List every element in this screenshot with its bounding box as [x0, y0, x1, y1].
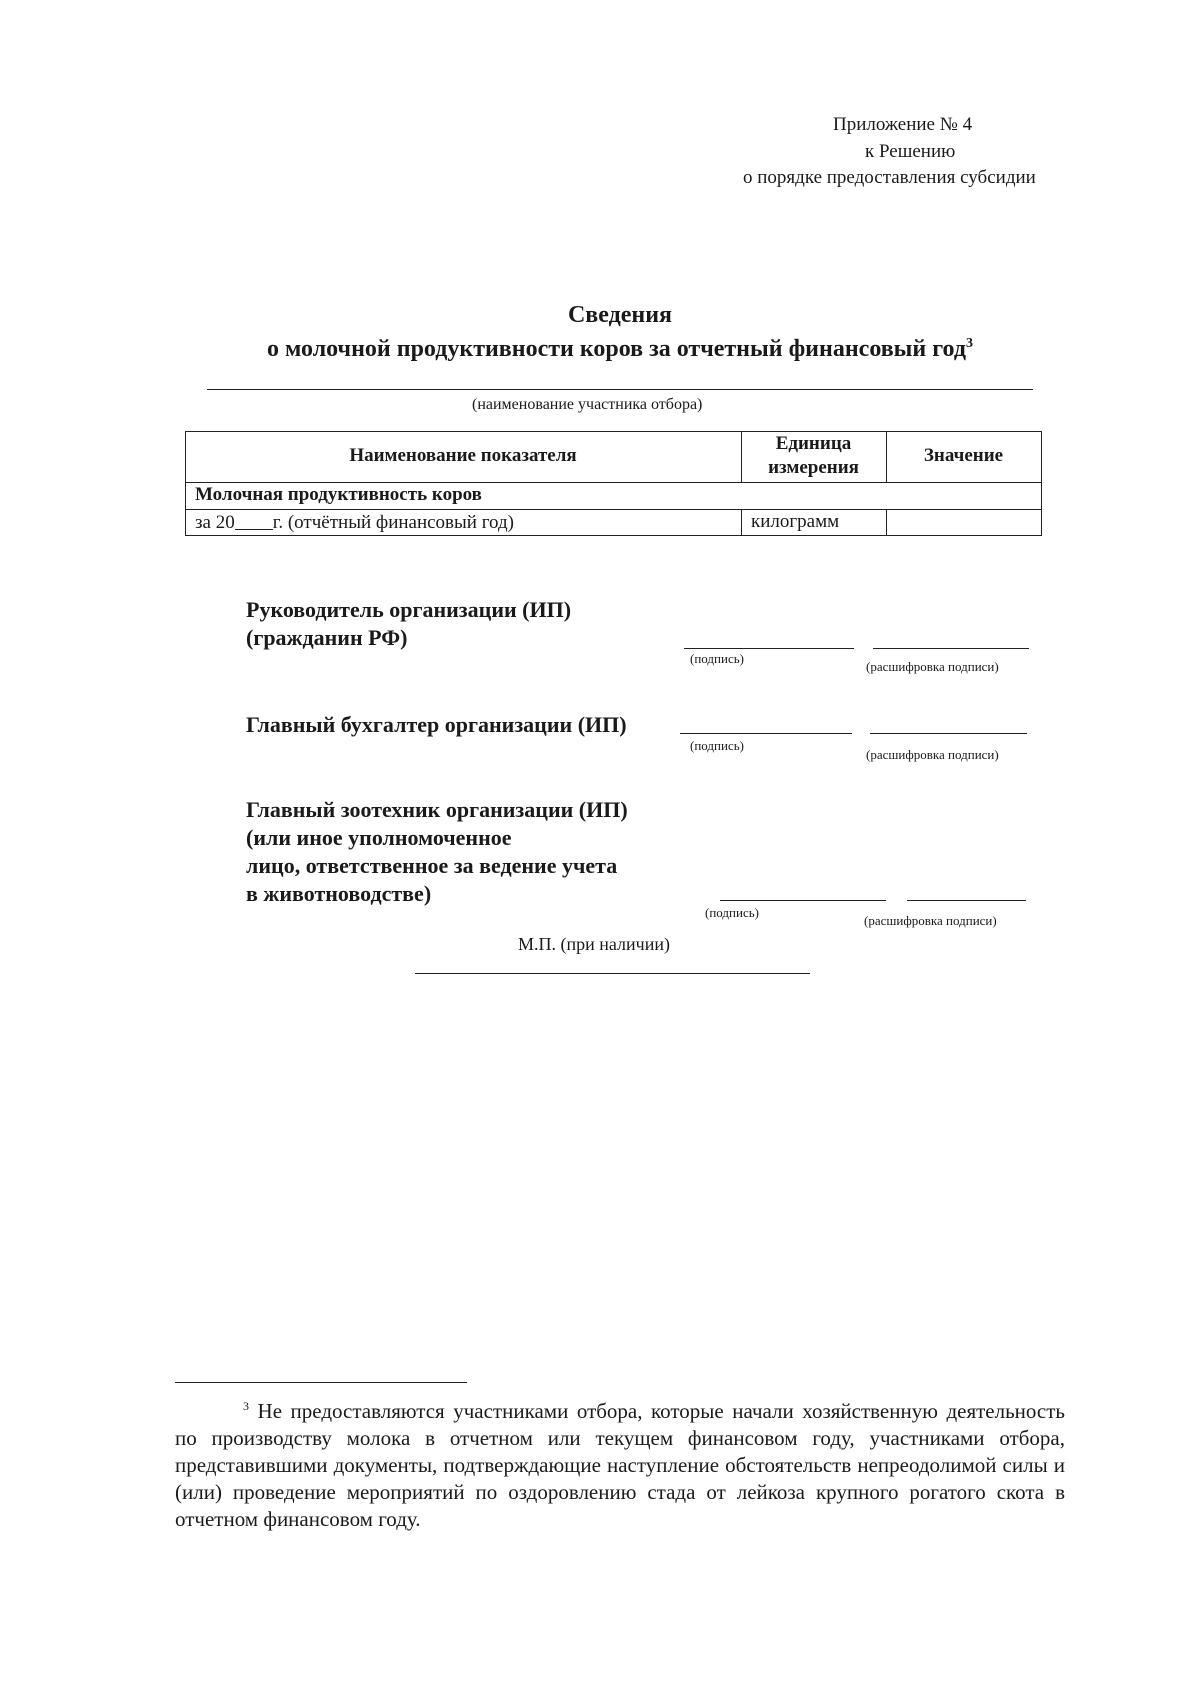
zootechnician-decoding-caption: (расшифровка подписи): [864, 913, 997, 928]
document-title: [0, 302, 1200, 329]
attachment-decision: к Решению: [865, 141, 956, 162]
seal-line: [415, 973, 810, 974]
row-unit-kilogram: килограмм: [751, 511, 840, 532]
row-year-suffix: г. (отчётный финансовый год): [272, 512, 514, 533]
head-label-line-2: (гражданин РФ): [246, 625, 408, 650]
row-value-cell[interactable]: [896, 511, 1031, 533]
footnote-separator: [175, 1382, 467, 1383]
head-signatory-label: [246, 596, 571, 652]
accountant-signature-caption: (подпись): [690, 738, 744, 753]
zootechnician-signature-caption: (подпись): [705, 905, 759, 920]
document-subtitle: [0, 336, 1200, 363]
head-decoding-caption: (расшифровка подписи): [866, 659, 999, 674]
header-unit-line-2: измерения: [768, 457, 859, 478]
accountant-decoding-line[interactable]: [870, 733, 1027, 734]
header-indicator: Наименование показателя: [349, 445, 577, 466]
footnote-body: Не предоставляются участниками отбора, которые начали хозяйственную деятельность по производству молока в отчетном или текущем финансовом году, участниками отбора, представившими документы, подтверждающие наступление обстоятельств непреодолимой силы и (или) проведение мероприятий по оздоровлению стада от лейкоза крупного рогатого скота в отчетном финансовом году.: [175, 1399, 1065, 1531]
productivity-table: [185, 431, 1042, 536]
row-year-prefix: за 20: [195, 512, 235, 533]
participant-name-line[interactable]: [207, 389, 1033, 390]
footnote-text: [175, 1393, 1065, 1533]
zootechnician-label-line-1: Главный зоотехник организации (ИП): [246, 797, 628, 822]
accountant-signature-line[interactable]: [680, 733, 852, 734]
head-label-line-1: Руководитель организации (ИП): [246, 597, 572, 622]
footnote-mark: 3: [243, 1399, 249, 1413]
attachment-number: Приложение № 4: [833, 114, 973, 135]
participant-caption: (наименование участника отбора): [472, 396, 703, 413]
accountant-label-line-1: Главный бухгалтер организации (ИП): [246, 712, 627, 737]
accountant-decoding-caption: (расшифровка подписи): [866, 747, 999, 762]
zootechnician-label-line-2: (или иное уполномоченное: [246, 825, 512, 850]
head-signature-line[interactable]: [684, 648, 854, 649]
seal-label: М.П. (при наличии): [518, 934, 670, 954]
zootechnician-signatory-label: [246, 796, 628, 908]
header-unit-line-1: Единица: [775, 433, 852, 454]
attachment-subject: о порядке предоставления субсидии: [743, 167, 1036, 188]
year-input-blank[interactable]: [235, 511, 273, 530]
zootechnician-decoding-line[interactable]: [907, 900, 1026, 901]
zootechnician-label-line-4: в животноводстве): [246, 881, 432, 906]
zootechnician-signature-line[interactable]: [720, 900, 886, 901]
section-milk-productivity: Молочная продуктивность коров: [195, 484, 482, 505]
head-signature-caption: (подпись): [690, 651, 744, 666]
head-decoding-line[interactable]: [873, 648, 1029, 649]
header-value: Значение: [923, 445, 1004, 466]
title-line-1: Сведения: [567, 302, 673, 328]
zootechnician-label-line-3: лицо, ответственное за ведение учета: [246, 853, 618, 878]
row-reporting-year: [195, 511, 514, 534]
title-line-2: о молочной продуктивности коров за отчетный финансовый год: [266, 336, 966, 362]
accountant-signatory-label: [246, 711, 627, 739]
title-footnote-mark: 3: [966, 336, 973, 351]
